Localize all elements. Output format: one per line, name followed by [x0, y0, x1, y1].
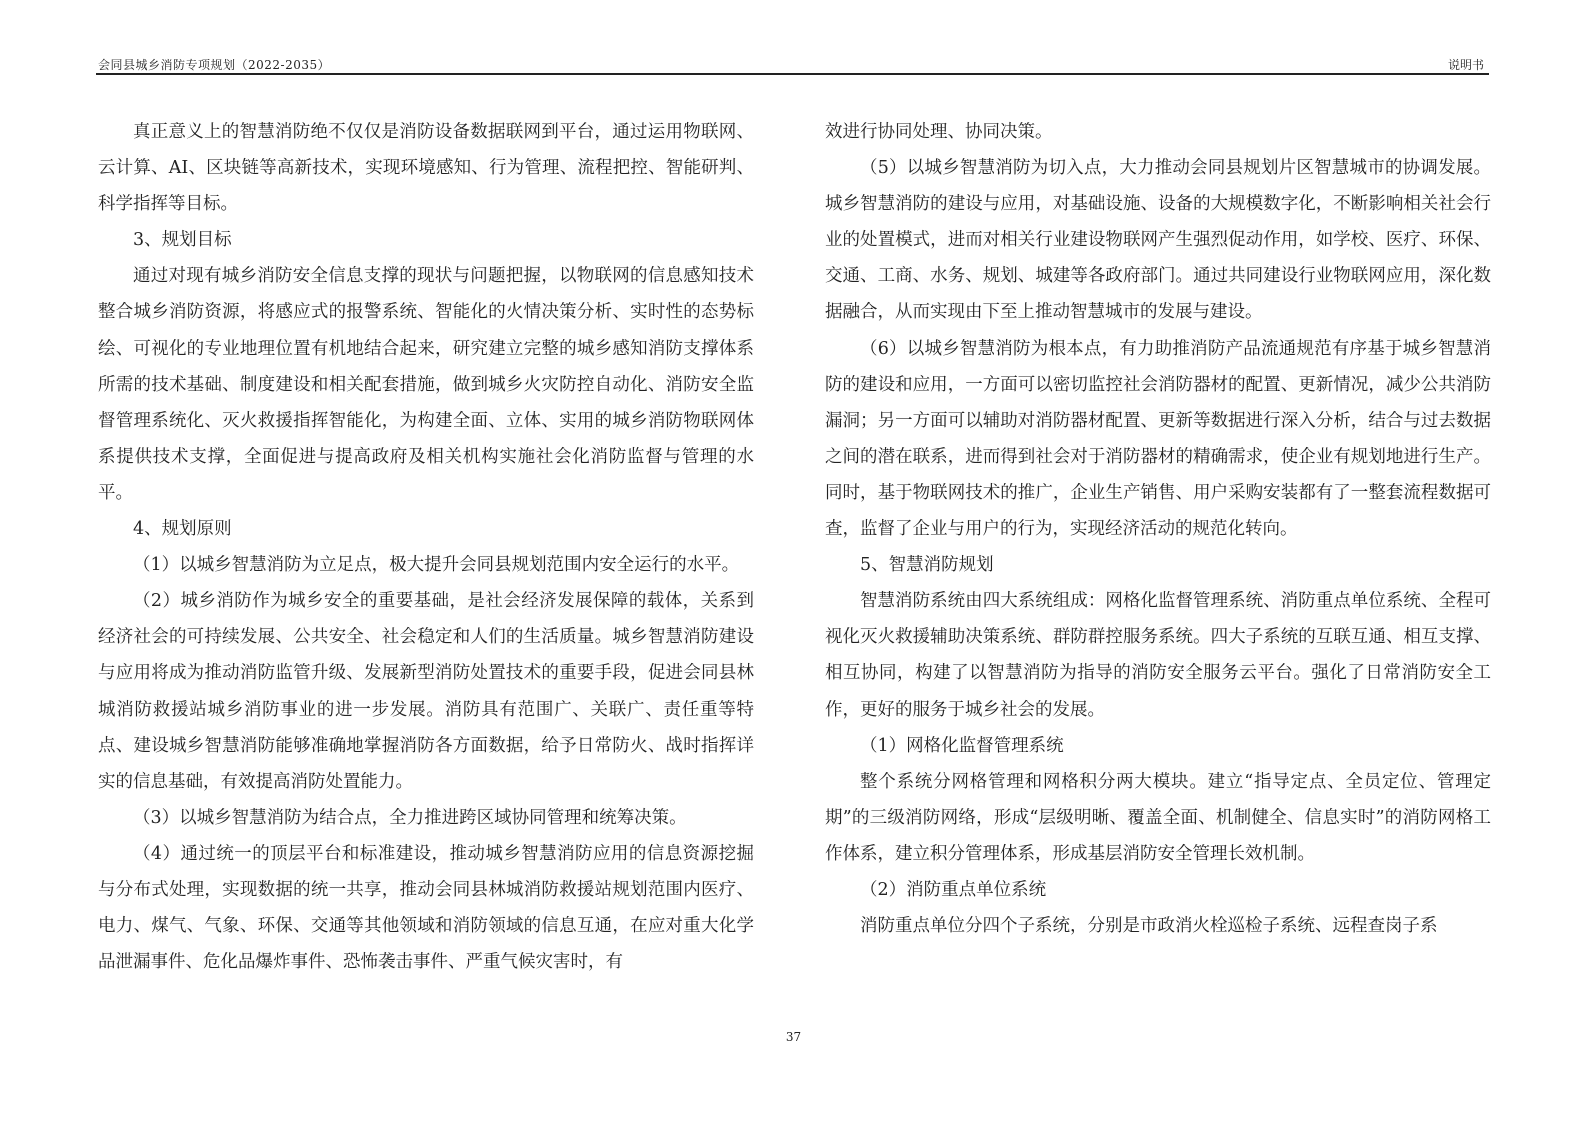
paragraph: 效进行协同处理、协同决策。: [825, 122, 1053, 142]
page-number: 37: [785, 1030, 802, 1044]
section-heading: 4、规划原则: [133, 519, 232, 540]
paragraph: （2）城乡消防作为城乡安全的重要基础，是社会经济发展保障的载体，关系到经济社会的可持续发展、公共安全、社会稳定和人们的生活质量。城乡智慧消防建设与应用将成为推动消防监管升级、发展新型消防处置技术的重要手段，促进会同县林城消防救援站城乡消防事业的进一步发展。消防具有范围广、关联广、责任重等特点、建设城乡智慧消防能够准确地掌握消防各方面数据，给予日常防火、战时指挥详实的信息基础，有效提高消防处置能力。: [98, 591, 754, 792]
paragraph: （3）以城乡智慧消防为结合点，全力推进跨区域协同管理和统筹决策。: [133, 807, 687, 828]
paragraph: （1）以城乡智慧消防为立足点，极大提升会同县规划范围内安全运行的水平。: [133, 555, 740, 576]
paragraph: 智慧消防系统由四大系统组成：网格化监督管理系统、消防重点单位系统、全程可视化灭火救援辅助决策系统、群防群控服务系统。四大子系统的互联互通、相互支撑、相互协同，构建了以智慧消防为指导的消防安全服务云平台。强化了日常消防安全工作，更好的服务于城乡社会的发展。: [825, 591, 1491, 720]
paragraph: （4）通过统一的顶层平台和标准建设，推动城乡智慧消防应用的信息资源挖掘与分布式处理，实现数据的统一共享，推动会同县林城消防救援站规划范围内医疗、电力、煤气、气象、环保、交通等其他领域和消防领域的信息互通，在应对重大化学品泄漏事件、危化品爆炸事件、恐怖袭击事件、严重气候灾害时，有: [98, 843, 754, 973]
header-divider: [96, 73, 1489, 75]
paragraph: 通过对现有城乡消防安全信息支撑的现状与问题把握，以物联网的信息感知技术整合城乡消防资源，将感应式的报警系统、智能化的火情决策分析、实时性的态势标绘、可视化的专业地理位置有机地结合起来，研究建立完整的城乡感知消防支撑体系所需的技术基础、制度建设和相关配套措施，做到城乡火灾防控自动化、消防安全监督管理系统化、灭火救援指挥智能化，为构建全面、立体、实用的城乡消防物联网体系提供技术支撑，全面促进与提高政府及相关机构实施社会化消防监督与管理的水平。: [98, 266, 754, 503]
document-type-label: 说明书: [1447, 58, 1484, 72]
paragraph: （6）以城乡智慧消防为根本点，有力助推消防产品流通规范有序基于城乡智慧消防的建设和应用，一方面可以密切监控社会消防器材的配置、更新情况，减少公共消防漏洞；另一方面可以辅助对消防器材配置、更新等数据进行深入分析，结合与过去数据之间的潜在联系，进而得到社会对于消防器材的精确需求，使企业有规划地进行生产。同时，基于物联网技术的推广，企业生产销售、用户采购安装都有了一整套流程数据可查，监督了企业与用户的行为，实现经济活动的规范化转向。: [825, 338, 1491, 540]
section-heading: 3、规划目标: [133, 230, 232, 251]
subsection-heading: （2）消防重点单位系统: [860, 879, 1047, 900]
right-text-column: [825, 114, 1491, 944]
paragraph: （5）以城乡智慧消防为切入点，大力推动会同县规划片区智慧城市的协调发展。城乡智慧消防的建设与应用，对基础设施、设备的大规模数字化，不断影响相关社会行业的处置模式，进而对相关行业建设物联网产生强烈促动作用，如学校、医疗、环保、交通、工商、水务、规划、城建等各政府部门。通过共同建设行业物联网应用，深化数据融合，从而实现由下至上推动智慧城市的发展与建设。: [825, 158, 1491, 323]
subsection-heading: （1）网格化监督管理系统: [860, 735, 1064, 756]
paragraph: 整个系统分网格管理和网格积分两大模块。建立“指导定点、全员定位、管理定期”的三级消防网络，形成“层级明晰、覆盖全面、机制健全、信息实时”的消防网格工作体系，建立积分管理体系，形成基层消防安全管理长效机制。: [825, 771, 1491, 864]
paragraph: 消防重点单位分四个子系统，分别是市政消火栓巡检子系统、远程查岗子系: [860, 916, 1438, 937]
document-title: 会同县城乡消防专项规划（2022-2035）: [98, 58, 331, 72]
paragraph: 真正意义上的智慧消防绝不仅仅是消防设备数据联网到平台，通过运用物联网、云计算、AI、区块链等高新技术，实现环境感知、行为管理、流程把控、智能研判、科学指挥等目标。: [98, 122, 754, 215]
left-text-column: [98, 114, 754, 980]
section-heading: 5、智慧消防规划: [860, 555, 994, 576]
